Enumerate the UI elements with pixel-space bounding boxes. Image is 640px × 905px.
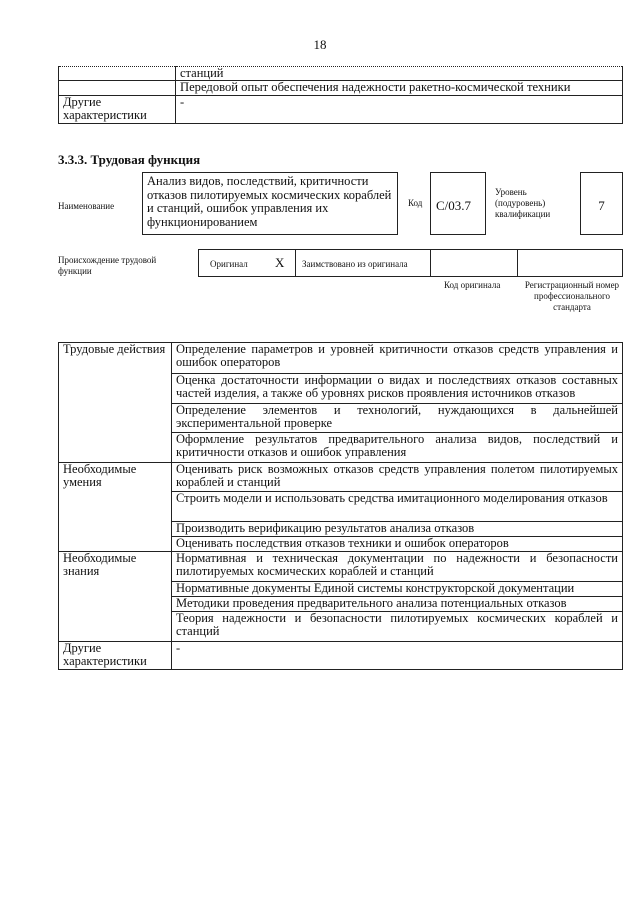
divider bbox=[430, 250, 431, 276]
code-box bbox=[430, 172, 486, 235]
name-label: Наименование bbox=[58, 201, 115, 211]
divider bbox=[517, 250, 518, 276]
top-other-label: Другие характеристики bbox=[59, 96, 176, 124]
skill-item: Строить модели и использовать средства имитационного моделирования отказов bbox=[172, 492, 623, 522]
top-empty-cell bbox=[59, 67, 176, 81]
code-label: Код bbox=[408, 198, 423, 208]
actions-label: Трудовые действия bbox=[59, 343, 172, 463]
divider bbox=[295, 250, 296, 276]
original-label: Оригинал bbox=[210, 259, 248, 269]
action-item: Оформление результатов предварительного анализа видов, последствий и критичности отказов и ошибок управления bbox=[172, 433, 623, 463]
top-row-1: станций bbox=[176, 67, 623, 81]
knowledge-item: Нормативные документы Единой системы конструкторской документации bbox=[172, 582, 623, 597]
level-value: 7 bbox=[598, 198, 605, 213]
other-value: - bbox=[172, 642, 623, 670]
level-label: Уровень (подуровень) квалификации bbox=[495, 187, 551, 219]
page-number: 18 bbox=[313, 37, 327, 52]
reg-number-caption: Регистрационный номер профессионального стандарта bbox=[524, 280, 620, 312]
top-empty-cell bbox=[59, 81, 176, 96]
section-title: 3.3.3. Трудовая функция bbox=[58, 152, 201, 167]
origin-label: Происхождение трудовой функции bbox=[58, 255, 157, 276]
skill-item: Производить верификацию результатов анализа отказов bbox=[172, 522, 623, 537]
code-original-caption: Код оригинала bbox=[444, 280, 501, 290]
main-table bbox=[58, 342, 623, 670]
name-box bbox=[142, 172, 398, 235]
level-box bbox=[580, 172, 623, 235]
top-table bbox=[58, 66, 623, 124]
borrowed-label: Заимствовано из оригинала bbox=[302, 259, 408, 269]
code-value: С/03.7 bbox=[436, 198, 472, 213]
skills-label: Необходимые умения bbox=[59, 463, 172, 552]
skill-item: Оценивать последствия отказов техники и ошибок операторов bbox=[172, 537, 623, 552]
name-value: Анализ видов, последствий, критичности отказов пилотируемых космических кораблей и станций, ошибок управления их функционированием bbox=[147, 174, 392, 229]
action-item: Определение параметров и уровней критичности отказов средств управления и ошибок операторов bbox=[172, 343, 623, 374]
knowledge-item: Нормативная и техническая документации по надежности и безопасности пилотируемых космических кораблей и станций bbox=[172, 552, 623, 582]
knowledge-item: Методики проведения предварительного анализа потенциальных отказов bbox=[172, 597, 623, 612]
other-label: Другие характеристики bbox=[59, 642, 172, 670]
knowledge-item: Теория надежности и безопасности пилотируемых космических кораблей и станций bbox=[172, 612, 623, 642]
original-mark: X bbox=[275, 255, 285, 270]
action-item: Определение элементов и технологий, нуждающихся в дальнейшей экспериментальной проверке bbox=[172, 404, 623, 433]
origin-row bbox=[198, 249, 623, 277]
knowledge-label: Необходимые знания bbox=[59, 552, 172, 642]
skill-item: Оценивать риск возможных отказов средств управления полетом пилотируемых кораблей и станций bbox=[172, 463, 623, 492]
action-item: Оценка достаточности информации о видах и последствиях отказов составных частей изделия, а также об уровнях рисков проявления источников отказов bbox=[172, 374, 623, 404]
top-row-2: Передовой опыт обеспечения надежности ракетно-космической техники bbox=[176, 81, 623, 96]
top-other-value: - bbox=[176, 96, 623, 124]
